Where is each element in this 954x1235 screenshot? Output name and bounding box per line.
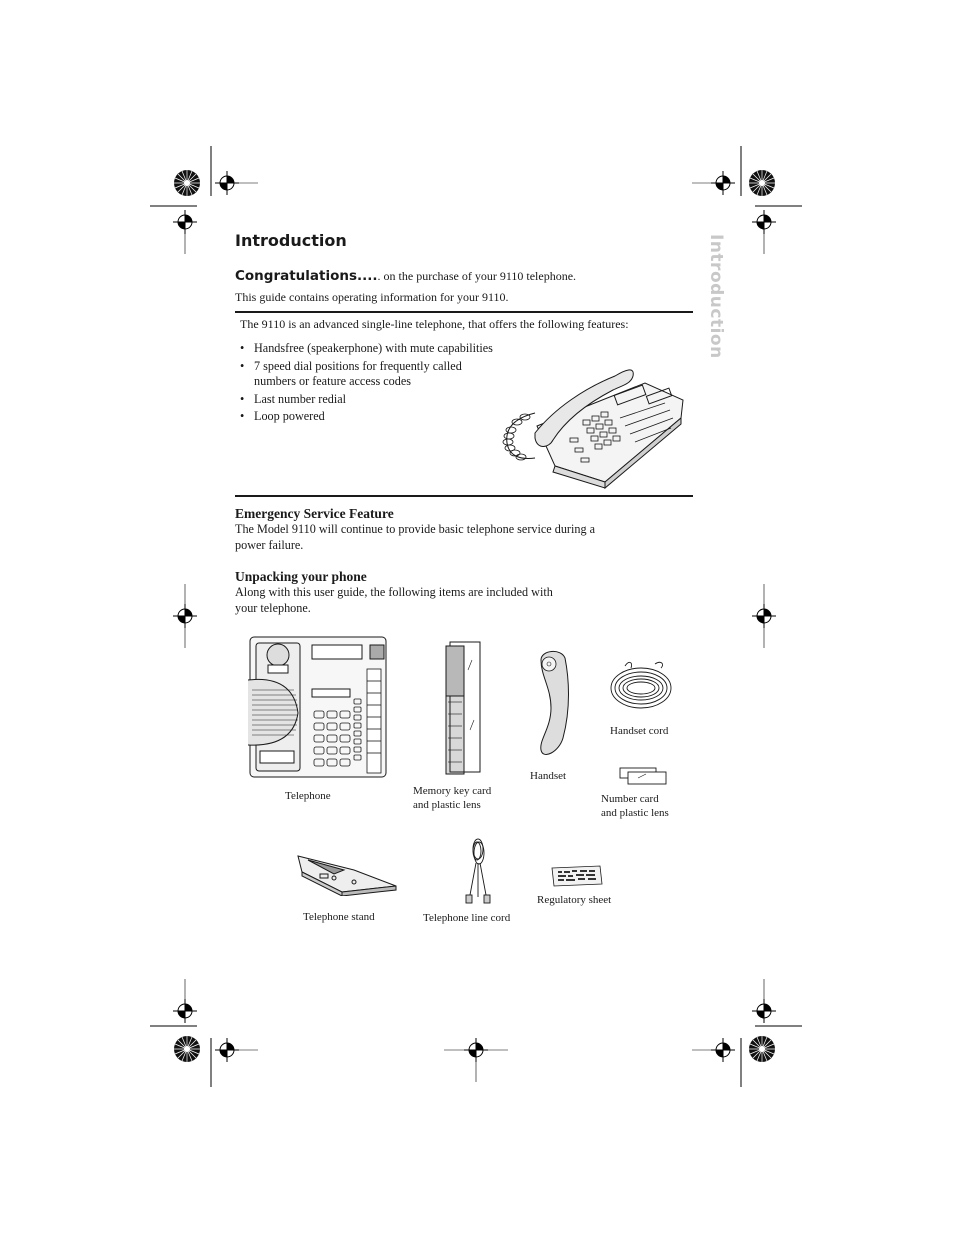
registration-mark-icon	[215, 171, 239, 195]
regulatory-sheet-illustration	[550, 864, 606, 888]
item-label-number-card-line1: Number card	[601, 793, 659, 805]
divider	[235, 495, 693, 497]
congratulations-heading: Congratulations....	[235, 268, 378, 284]
registration-mark-icon	[173, 210, 197, 234]
registration-star-icon	[174, 1036, 200, 1062]
registration-mark-icon	[464, 1038, 488, 1062]
registration-mark-icon	[752, 604, 776, 628]
page-title: Introduction	[235, 231, 347, 250]
list-item: • 7 speed dial positions for frequently called numbers or feature access codes	[235, 359, 494, 390]
telephone-illustration	[495, 358, 690, 490]
emergency-text: The Model 9110 will continue to provide basic telephone service during a power failure.	[235, 522, 595, 552]
congratulations-text: . on the purchase of your 9110 telephone.	[377, 269, 577, 283]
number-card-illustration	[618, 766, 668, 786]
registration-star-icon	[749, 1036, 775, 1062]
registration-mark-icon	[173, 999, 197, 1023]
divider	[235, 311, 693, 313]
registration-star-icon	[174, 170, 200, 196]
feature-list	[235, 341, 494, 427]
registration-mark-icon	[711, 1038, 735, 1062]
item-label-handset: Handset	[530, 770, 567, 782]
congratulations-line	[235, 267, 576, 285]
side-tab-label: Introduction	[706, 234, 726, 359]
item-label-number-card-line2: and plastic lens	[601, 807, 669, 819]
item-label-regulatory-sheet: Regulatory sheet	[537, 894, 612, 906]
telephone-stand-illustration	[294, 852, 400, 896]
item-label-telephone-stand: Telephone stand	[303, 911, 375, 923]
item-label-memory-card-line2: and plastic lens	[413, 799, 481, 811]
registration-mark-icon	[752, 999, 776, 1023]
item-label-handset-cord: Handset cord	[610, 725, 669, 737]
features-intro: The 9110 is an advanced single-line telephone, that offers the following features:	[240, 317, 629, 331]
item-label-memory-card-line1: Memory key card	[413, 785, 492, 797]
list-item: • Loop powered	[235, 409, 494, 425]
list-item: • Last number redial	[235, 392, 494, 408]
registration-mark-icon	[711, 171, 735, 195]
telephone-line-cord-illustration	[462, 835, 498, 907]
emergency-heading: Emergency Service Feature	[235, 506, 394, 521]
item-label-telephone: Telephone	[285, 790, 331, 802]
registration-star-icon	[749, 170, 775, 196]
list-item: • Handsfree (speakerphone) with mute capabilities	[235, 341, 494, 357]
memory-key-card-illustration	[440, 640, 485, 778]
telephone-top-view-illustration	[248, 635, 390, 781]
guide-intro: This guide contains operating information for your 9110.	[235, 290, 509, 304]
registration-mark-icon	[752, 210, 776, 234]
registration-mark-icon	[215, 1038, 239, 1062]
registration-mark-icon	[173, 604, 197, 628]
unpacking-text: Along with this user guide, the following items are included with your telephone.	[235, 585, 553, 615]
item-label-telephone-line-cord: Telephone line cord	[423, 912, 511, 924]
unpacking-heading: Unpacking your phone	[235, 569, 367, 584]
handset-illustration	[533, 648, 578, 763]
handset-cord-illustration	[605, 658, 677, 714]
